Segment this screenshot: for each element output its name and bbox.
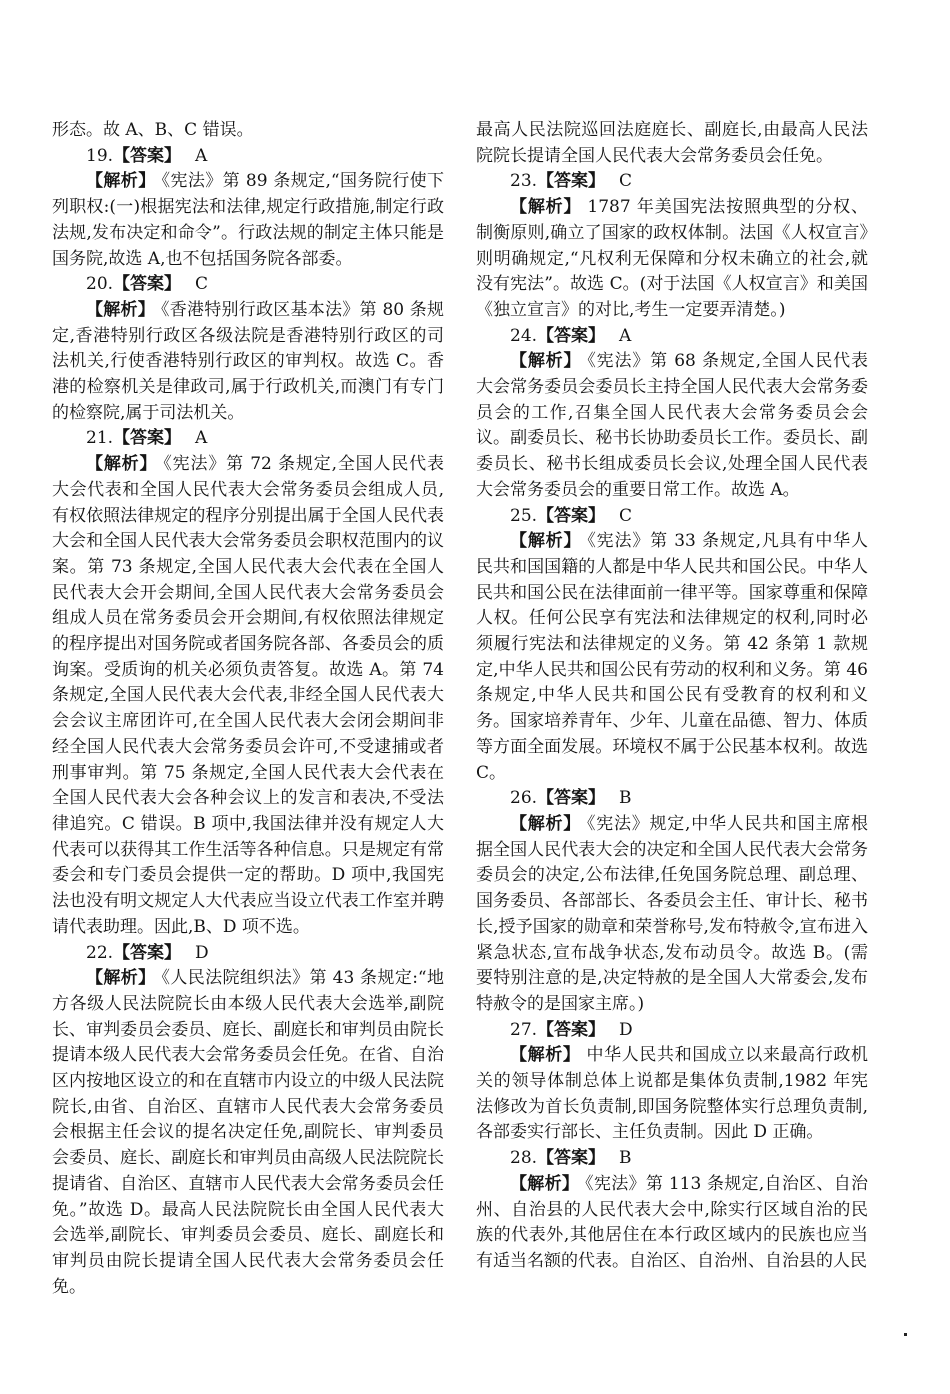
- explanation-paragraph: [52, 169, 444, 272]
- answer-line: [476, 1018, 868, 1044]
- answer-label: 【答案】: [537, 505, 606, 526]
- answer-letter: A: [195, 428, 208, 449]
- explanation-label: 【解析】: [86, 299, 156, 320]
- answer-letter: D: [619, 1019, 633, 1040]
- explanation-paragraph: [476, 195, 868, 324]
- answer-line: [52, 272, 444, 298]
- explanation-paragraph: [476, 812, 868, 1018]
- question-number: 28.: [510, 1148, 538, 1169]
- question-number: 21.: [86, 428, 114, 449]
- page-mark-dot: [904, 1333, 907, 1336]
- answer-line: [52, 144, 444, 170]
- answer-label: 【答案】: [113, 942, 182, 963]
- explanation-label: 【解析】: [510, 1173, 580, 1194]
- answer-letter: B: [619, 788, 632, 809]
- answer-line: [52, 426, 444, 452]
- answer-label: 【答案】: [537, 1019, 606, 1040]
- answer-label: 【答案】: [537, 1148, 606, 1169]
- answer-label: 【答案】: [113, 428, 182, 449]
- explanation-text: 《宪法》规定,中华人民共和国主席根据全国人民代表大会的决定和全国人民代表大会常务委员会的决定,公布法律,任免国务院总理、副总理、国务委员、各部部长、各委员会主任、审计长、秘书长,授予国家的勋章和荣誉称号,发布特赦令,宣布进入紧急状态,宣布战争状态,发布动员令。故选 B。(需要特别注意的是,决定特赦的是全国人大常委会,发布特赦令的是国家主席。): [476, 813, 869, 1014]
- question-number: 26.: [510, 788, 538, 809]
- explanation-paragraph: [476, 349, 868, 503]
- answer-label: 【答案】: [537, 171, 606, 192]
- explanation-text: 《宪法》第 72 条规定,全国人民代表大会代表和全国人民代表大会常务委员会组成人员,有权依照法律规定的程序分别提出属于全国人民代表大会和全国人民代表大会常务委员会职权范围内的议案。第 73 条规定,全国人民代表大会代表在全国人民代表大会开会期间,全国人民代表大会常务委员会组成人员在常务委员会开会期间,有权依照法律规定的程序提出对国务院或者国务院各部、各委员会的质询案。受质询的机关必须负责答复。故选 A。第 74 条规定,全国人民代表大会代表,非经全国人民代表大会会议主席团许可,在全国人民代表大会闭会期间非经全国人民代表大会常务委员会许可,不受逮捕或者刑事审判。第 75 条规定,全国人民代表大会代表在全国人民代表大会各种会议上的发言和表决,不受法律追究。C 错误。B 项中,我国法律并没有规定人大代表可以获得其工作生活等各种信息。只是规定有常委会和专门委员会提供一定的帮助。D 项中,我国宪法也没有明文规定人大代表应当设立代表工作室并聘请代表助理。因此,B、D 项不选。: [52, 454, 445, 937]
- answer-line: [476, 324, 868, 350]
- answer-label: 【答案】: [113, 274, 182, 295]
- explanation-paragraph: [52, 452, 444, 940]
- explanation-label: 【解析】: [510, 531, 582, 552]
- explanation-paragraph: [476, 1043, 868, 1146]
- question-number: 19.: [86, 145, 114, 166]
- explanation-text: 《宪法》第 89 条规定,“国务院行使下列职权:(一)根据宪法和法律,规定行政措施,制定行政法规,发布决定和命令”。行政法规的制定主体只能是国务院,故选 A,也不包括国务院各部委。: [52, 171, 444, 269]
- answer-line: [476, 786, 868, 812]
- question-number: 20.: [86, 274, 114, 295]
- answer-letter: C: [619, 171, 633, 192]
- explanation-paragraph: [52, 966, 444, 1300]
- explanation-text: 《宪法》第 33 条规定,凡具有中华人民共和国国籍的人都是中华人民共和国公民。中华人民共和国公民在法律面前一律平等。国家尊重和保障人权。任何公民享有宪法和法律规定的权利,同时必须履行宪法和法律规定的义务。第 42 条第 1 款规定,中华人民共和国公民有劳动的权利和义务。第 46 条规定,中华人民共和国公民有受教育的权利和义务。国家培养青年、少年、儿童在品德、智力、体质等方面全面发展。环境权不属于公民基本权利。故选 C。: [476, 531, 869, 783]
- explanation-label: 【解析】: [510, 351, 582, 372]
- explanation-text: 《宪法》第 68 条规定,全国人民代表大会常务委员会委员长主持全国人民代表大会常务委员会的工作,召集全国人民代表大会常务委员会会议。副委员长、秘书长协助委员长工作。委员长、副委员长、秘书长组成委员长会议,处理全国人民代表大会常务委员会的重要日常工作。故选 A。: [476, 351, 869, 500]
- explanation-label: 【解析】: [86, 454, 158, 475]
- explanation-text: 《宪法》第 113 条规定,自治区、自治州、自治县的人民代表大会中,除实行区域自治的民族的代表外,其他居住在本行政区域内的民族也应当有适当名额的代表。自治区、自治州、自治县的人民: [476, 1173, 868, 1271]
- answer-label: 【答案】: [537, 325, 606, 346]
- answer-line: [476, 1146, 868, 1172]
- explanation-text: 1787 年美国宪法按照典型的分权、制衡原则,确立了国家的政权体制。法国《人权宣言》则明确规定,“凡权利无保障和分权未确立的社会,就没有宪法”。故选 C。(对于法国《人权宣言》和美国《独立宣言》的对比,考生一定要弄清楚。): [476, 197, 868, 320]
- right-column: [476, 118, 868, 1275]
- explanation-paragraph: [476, 529, 868, 786]
- answer-letter: A: [195, 145, 208, 166]
- left-column: [52, 118, 444, 1300]
- answer-letter: D: [195, 942, 209, 963]
- question-number: 25.: [510, 505, 538, 526]
- explanation-paragraph: [52, 298, 444, 427]
- explanation-text: 《香港特别行政区基本法》第 80 条规定,香港特别行政区各级法院是香港特别行政区的司法机关,行使香港特别行政区的审判权。故选 C。香港的检察机关是律政司,属于行政机关,而澳门有专门的检察院,属于司法机关。: [52, 299, 444, 423]
- answer-line: [52, 941, 444, 967]
- explanation-label: 【解析】: [510, 1045, 581, 1066]
- question-number: 24.: [510, 325, 538, 346]
- explanation-label: 【解析】: [86, 968, 156, 989]
- answer-label: 【答案】: [537, 788, 606, 809]
- answer-letter: C: [619, 505, 633, 526]
- explanation-label: 【解析】: [86, 171, 156, 192]
- answer-letter: C: [195, 274, 209, 295]
- question-number: 23.: [510, 171, 538, 192]
- continuation-text: 最高人民法院巡回法庭庭长、副庭长,由最高人民法院院长提请全国人民代表大会常务委员会任免。: [476, 120, 868, 166]
- explanation-paragraph: [476, 1172, 868, 1275]
- explanation-label: 【解析】: [510, 813, 582, 834]
- question-number: 27.: [510, 1019, 538, 1040]
- answer-letter: B: [619, 1148, 632, 1169]
- explanation-text: 中华人民共和国成立以来最高行政机关的领导体制总体上说都是集体负责制,1982 年宪法修改为首长负责制,即国务院整体实行总理负责制,各部委实行部长、主任负责制。因此 D 正确。: [476, 1045, 869, 1143]
- continuation-text: 形态。故 A、B、C 错误。: [52, 120, 254, 140]
- answer-line: [476, 504, 868, 530]
- answer-letter: A: [619, 325, 632, 346]
- question-number: 22.: [86, 942, 114, 963]
- explanation-label: 【解析】: [510, 197, 582, 218]
- answer-line: [476, 169, 868, 195]
- answer-label: 【答案】: [113, 145, 182, 166]
- explanation-text: 《人民法院组织法》第 43 条规定:“地方各级人民法院院长由本级人民代表大会选举,副院长、审判委员会委员、庭长、副庭长和审判员由院长提请本级人民代表大会常务委员会任免。在省、自治区内按地区设立的和在直辖市内设立的中级人民法院院长,由省、自治区、直辖市人民代表大会常务委员会根据主任会议的提名决定任免,副院长、审判委员会委员、庭长、副庭长和审判员由高级人民法院院长提请省、自治区、直辖市人民代表大会常务委员会任免。”故选 D。最高人民法院院长由全国人民代表大会选举,副院长、审判委员会委员、庭长、副庭长和审判员由院长提请全国人民代表大会常务委员会任免。: [52, 968, 445, 1297]
